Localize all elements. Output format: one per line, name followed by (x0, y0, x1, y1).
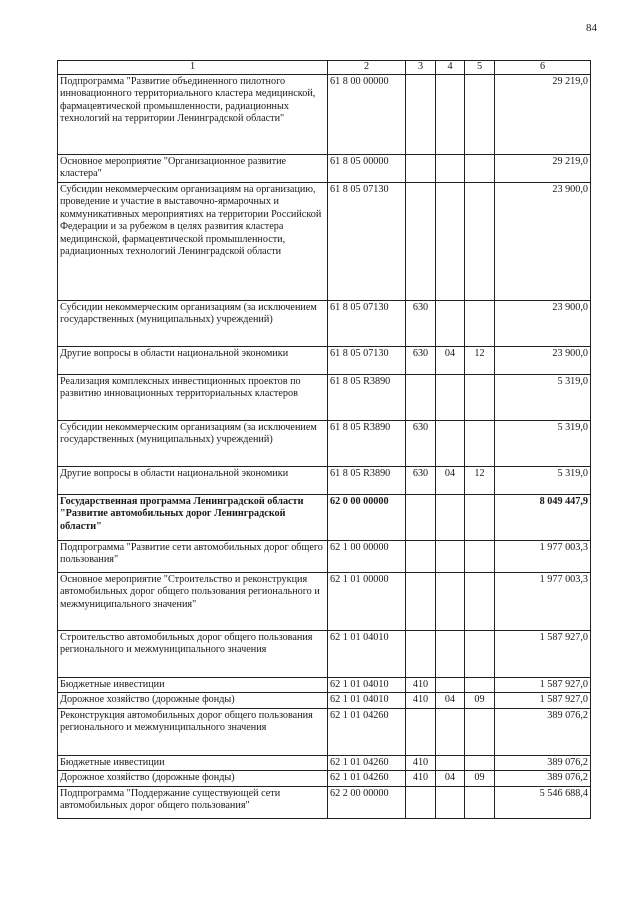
expense-type-cell: 410 (406, 677, 436, 693)
subsection-cell: 09 (465, 771, 495, 787)
table-row (58, 374, 591, 420)
row-name-cell: Субсидии некоммерческим организациям (за исключением государственных (муниципальных) учреждений) (58, 300, 328, 346)
table-row (58, 693, 591, 709)
expense-type-cell (406, 630, 436, 677)
target-code-cell: 61 8 00 00000 (328, 74, 406, 154)
column-header-3: 3 (406, 61, 436, 75)
target-code-cell: 61 8 05 R3890 (328, 420, 406, 466)
row-name-cell: Подпрограмма "Поддержание существующей сети автомобильных дорог общего пользования" (58, 786, 328, 818)
row-name-cell: Субсидии некоммерческим организациям на организацию, проведение и участие в выставочно-ярмарочных и коммуникативных мероприятиях на территории Российской Федерации и за рубежом в целях развития кластера медицинской, фармацевтической промышленности, радиационных технологий Ленинградской области (58, 182, 328, 300)
subsection-cell (465, 420, 495, 466)
amount-cell: 29 219,0 (495, 154, 591, 182)
row-name-cell: Подпрограмма "Развитие сети автомобильных дорог общего пользования" (58, 540, 328, 572)
section-cell (436, 494, 465, 540)
amount-cell: 1 587 927,0 (495, 630, 591, 677)
expense-type-cell: 630 (406, 346, 436, 374)
amount-cell: 5 546 688,4 (495, 786, 591, 818)
section-cell (436, 755, 465, 771)
subsection-cell (465, 708, 495, 755)
subsection-cell: 12 (465, 466, 495, 494)
expense-type-cell: 410 (406, 693, 436, 709)
expense-type-cell: 410 (406, 771, 436, 787)
amount-cell: 23 900,0 (495, 182, 591, 300)
table-row (58, 572, 591, 630)
target-code-cell: 62 1 01 04010 (328, 693, 406, 709)
expense-type-cell (406, 74, 436, 154)
subsection-cell (465, 74, 495, 154)
amount-cell: 23 900,0 (495, 300, 591, 346)
table-row (58, 540, 591, 572)
expense-type-cell (406, 540, 436, 572)
section-cell: 04 (436, 466, 465, 494)
row-name-cell: Реализация комплексных инвестиционных проектов по развитию инновационных территориальных кластеров (58, 374, 328, 420)
table-row (58, 755, 591, 771)
column-header-4: 4 (436, 61, 465, 75)
table-body (58, 74, 591, 818)
table-row (58, 182, 591, 300)
expense-type-cell: 410 (406, 755, 436, 771)
section-cell (436, 74, 465, 154)
amount-cell: 1 977 003,3 (495, 540, 591, 572)
row-name-cell: Основное мероприятие "Строительство и реконструкция автомобильных дорог общего пользования регионального и межмуниципального значения" (58, 572, 328, 630)
target-code-cell: 62 1 01 00000 (328, 572, 406, 630)
amount-cell: 29 219,0 (495, 74, 591, 154)
subsection-cell (465, 374, 495, 420)
amount-cell: 1 977 003,3 (495, 572, 591, 630)
target-code-cell: 62 1 01 04010 (328, 677, 406, 693)
table-row (58, 708, 591, 755)
expense-type-cell (406, 572, 436, 630)
target-code-cell: 62 1 01 04010 (328, 630, 406, 677)
section-cell (436, 572, 465, 630)
target-code-cell: 61 8 05 07130 (328, 182, 406, 300)
target-code-cell: 62 2 00 00000 (328, 786, 406, 818)
section-cell (436, 420, 465, 466)
expense-type-cell (406, 708, 436, 755)
subsection-cell (465, 300, 495, 346)
subsection-cell: 12 (465, 346, 495, 374)
section-cell: 04 (436, 771, 465, 787)
subsection-cell (465, 677, 495, 693)
row-name-cell: Строительство автомобильных дорог общего пользования регионального и межмуниципального значения (58, 630, 328, 677)
row-name-cell: Подпрограмма "Развитие объединенного пилотного инновационного территориального кластера медицинской, фармацевтической промышленности, радиационных технологий на территории Ленинградской области" (58, 74, 328, 154)
section-cell (436, 630, 465, 677)
expense-type-cell: 630 (406, 300, 436, 346)
row-name-cell: Реконструкция автомобильных дорог общего пользования регионального и межмуниципального значения (58, 708, 328, 755)
section-cell (436, 540, 465, 572)
table-row (58, 630, 591, 677)
amount-cell: 389 076,2 (495, 755, 591, 771)
section-cell (436, 300, 465, 346)
table-row (58, 420, 591, 466)
section-cell: 04 (436, 346, 465, 374)
table-row (58, 74, 591, 154)
amount-cell: 5 319,0 (495, 466, 591, 494)
table-row (58, 677, 591, 693)
subsection-cell (465, 630, 495, 677)
row-name-cell: Дорожное хозяйство (дорожные фонды) (58, 693, 328, 709)
budget-table (57, 60, 591, 819)
target-code-cell: 61 8 05 R3890 (328, 374, 406, 420)
amount-cell: 389 076,2 (495, 771, 591, 787)
row-name-cell: Основное мероприятие "Организационное развитие кластера" (58, 154, 328, 182)
section-cell (436, 182, 465, 300)
table-row (58, 494, 591, 540)
expense-type-cell (406, 182, 436, 300)
row-name-cell: Государственная программа Ленинградской области "Развитие автомобильных дорог Ленинградской области" (58, 494, 328, 540)
table-row (58, 154, 591, 182)
subsection-cell (465, 154, 495, 182)
amount-cell: 8 049 447,9 (495, 494, 591, 540)
section-cell: 04 (436, 693, 465, 709)
expense-type-cell (406, 374, 436, 420)
table-row (58, 346, 591, 374)
amount-cell: 1 587 927,0 (495, 677, 591, 693)
row-name-cell: Другие вопросы в области национальной экономики (58, 346, 328, 374)
table-row (58, 466, 591, 494)
target-code-cell: 61 8 05 R3890 (328, 466, 406, 494)
row-name-cell: Бюджетные инвестиции (58, 755, 328, 771)
target-code-cell: 62 1 01 04260 (328, 708, 406, 755)
expense-type-cell: 630 (406, 466, 436, 494)
column-header-6: 6 (495, 61, 591, 75)
expense-type-cell (406, 494, 436, 540)
section-cell (436, 786, 465, 818)
row-name-cell: Бюджетные инвестиции (58, 677, 328, 693)
amount-cell: 5 319,0 (495, 420, 591, 466)
target-code-cell: 61 8 05 07130 (328, 346, 406, 374)
subsection-cell (465, 494, 495, 540)
expense-type-cell: 630 (406, 420, 436, 466)
amount-cell: 1 587 927,0 (495, 693, 591, 709)
row-name-cell: Субсидии некоммерческим организациям (за исключением государственных (муниципальных) учреждений) (58, 420, 328, 466)
column-header-2: 2 (328, 61, 406, 75)
section-cell (436, 708, 465, 755)
subsection-cell (465, 786, 495, 818)
subsection-cell (465, 755, 495, 771)
expense-type-cell (406, 154, 436, 182)
amount-cell: 389 076,2 (495, 708, 591, 755)
section-cell (436, 374, 465, 420)
section-cell (436, 677, 465, 693)
target-code-cell: 61 8 05 00000 (328, 154, 406, 182)
section-cell (436, 154, 465, 182)
column-header-5: 5 (465, 61, 495, 75)
amount-cell: 5 319,0 (495, 374, 591, 420)
target-code-cell: 61 8 05 07130 (328, 300, 406, 346)
table-row (58, 300, 591, 346)
column-header-1: 1 (58, 61, 328, 75)
table-row (58, 771, 591, 787)
target-code-cell: 62 1 00 00000 (328, 540, 406, 572)
subsection-cell (465, 540, 495, 572)
table-header-row (58, 61, 591, 75)
amount-cell: 23 900,0 (495, 346, 591, 374)
target-code-cell: 62 1 01 04260 (328, 755, 406, 771)
expense-type-cell (406, 786, 436, 818)
row-name-cell: Дорожное хозяйство (дорожные фонды) (58, 771, 328, 787)
page-number: 84 (586, 22, 597, 34)
target-code-cell: 62 1 01 04260 (328, 771, 406, 787)
table-row (58, 786, 591, 818)
subsection-cell (465, 572, 495, 630)
subsection-cell: 09 (465, 693, 495, 709)
target-code-cell: 62 0 00 00000 (328, 494, 406, 540)
row-name-cell: Другие вопросы в области национальной экономики (58, 466, 328, 494)
subsection-cell (465, 182, 495, 300)
